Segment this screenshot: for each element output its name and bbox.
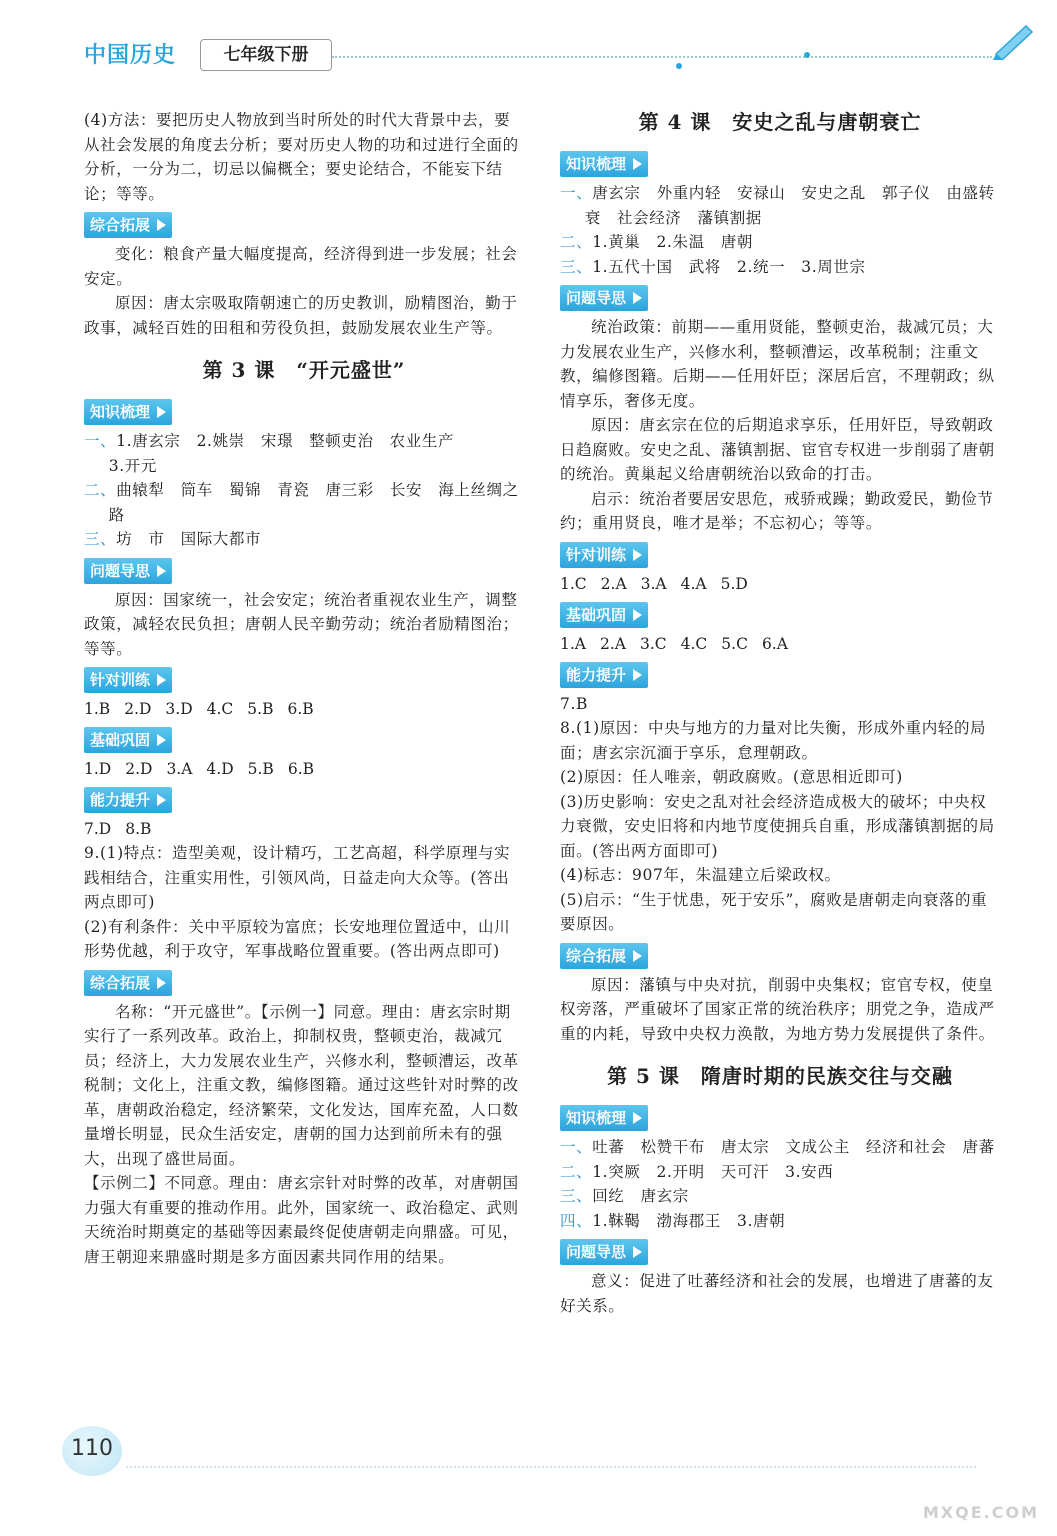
knowledge-item: 四、1.靺鞨 渤海郡王 3.唐朝 [560,1211,786,1230]
knowledge-item: 一、1.唐玄宗 2.姚崇 宋璟 整顿吏治 农业生产 [84,432,455,450]
ext-paragraph: 名称：“开元盛世”。【示例一】同意。理由：唐玄宗时期实行了一系列改革。政治上，抑制权贵，整顿吏治，裁减冗员；经济上，大力发展农业生产，兴修水利，整顿漕运，改革税制；文化上，注重文教，编修图籍。通过这些针对时弊的改革，唐朝政治稳定，经济繁荣，文化发达，国库充盈，人口数量增长明显，民众生活安定，唐朝的国力达到前所未有的强大，出现了盛世局面。 [84,1002,519,1168]
watermark: MXQE.COM [922,1503,1039,1522]
knowledge-item: 二、1.黄巢 2.朱温 唐朝 [560,233,753,251]
section-tag: 综合拓展 [84,970,172,996]
section-tag: 问题导思 [84,558,172,584]
section-tag: 知识梳理 [84,399,172,425]
answer-paragraph: (4)标志：907年，朱温建立后梁政权。 [560,866,841,884]
page-number-badge [62,1426,122,1476]
page-header [0,0,1057,80]
left-column [84,108,524,1269]
subject-title: 中国历史 [84,43,177,68]
answer-row: 1.A 2.A 3.C 4.C 5.C 6.A [560,634,788,653]
answer-paragraph: (5)启示：“生于忧患，死于安乐”，腐败是唐朝走向衰落的重要原因。 [560,890,988,933]
answer-paragraph: (3)历史影响：安史之乱对社会经济造成极大的破坏；中央权力衰微，安史旧将和内地节度使拥兵自重，形成藩镇割据的局面。(答出两方面即可) [560,792,995,860]
ext-paragraph: 变化：粮食产量大幅度提高，经济得到进一步发展；社会安定。 [84,245,518,288]
right-column [560,100,1000,1318]
ext-paragraph: 原因：藩镇与中央对抗，削弱中央集权；宦官专权，使皇权旁落，严重破坏了国家正常的统治秩序；朋党之争，造成严重的内耗，导致中央权力涣散，为地方势力发展提供了条件。 [560,975,995,1043]
section-tag: 针对训练 [560,542,648,568]
answer-paragraph: 7.B [560,694,588,713]
answer-row: 1.B 2.D 3.D 4.C 5.B 6.B [84,700,314,718]
section-tag: 综合拓展 [84,212,172,238]
knowledge-item: 三、坊 市 国际大都市 [84,530,262,548]
section-tag: 基础巩固 [84,727,172,753]
header-divider [332,56,992,58]
question-paragraph: 原因：唐玄宗在位的后期追求享乐，任用奸臣，导致朝政日趋腐败。安史之乱、藩镇割据、宦官专权进一步削弱了唐朝的统治。黄巢起义给唐朝统治以致命的打击。 [560,416,995,483]
intro-paragraph: (4)方法：要把历史人物放到当时所处的时代大背景中去，要从社会发展的角度去分析；要对历史人物的功和过进行全面的分析，一分为二，切忌以偏概全；要史论结合，不能妄下结论；等等。 [84,111,519,203]
knowledge-item: 二、1.突厥 2.开明 天可汗 3.安西 [560,1162,834,1181]
knowledge-item: 3.开元 [108,456,157,475]
answer-paragraph: 9.(1)特点：造型美观，设计精巧，工艺高超，科学原理与实践相结合，注重实用性，引领风尚，日益走向大众等。(答出两点即可) [84,844,511,911]
question-paragraph: 意义：促进了吐蕃经济和社会的发展，也增进了唐蕃的友好关系。 [560,1272,994,1315]
section-tag: 综合拓展 [560,943,648,969]
section-tag: 能力提升 [84,787,172,813]
answer-paragraph: (2)有利条件：关中平原较为富庶；长安地理位置适中，山川形势优越，利于攻守，军事战略位置重要。(答出两点即可) [84,917,511,960]
section-tag: 问题导思 [560,285,648,311]
knowledge-item: 一、唐玄宗 外重内轻 安禄山 安史之乱 郭子仪 由盛转衰 社会经济 藩镇割据 [560,184,995,227]
section-tag: 能力提升 [560,662,648,688]
footer-divider [126,1466,976,1468]
question-paragraph: 启示：统治者要居安思危，戒骄戒躁；勤政爱民，勤俭节约；重用贤良，唯才是举；不忘初心；等等。 [560,489,994,532]
section-tag: 问题导思 [560,1239,648,1265]
section-tag: 知识梳理 [560,151,648,177]
answer-paragraph: (2)原因：任人唯亲，朝政腐败。(意思相近即可) [560,768,903,786]
ext-paragraph: 【示例二】不同意。理由：唐玄宗针对时弊的改革，对唐朝国力强大有重要的推动作用。此外，国家统一、政治稳定、武则天统治时期奠定的基础等因素最终促使唐朝走向鼎盛。可见，唐王朝迎来鼎盛时期是多方面因素共同作用的结果。 [84,1174,519,1266]
knowledge-item: 三、1.五代十国 武将 2.统一 3.周世宗 [560,257,866,276]
lesson-title: 第 3 课 “开元盛世” [202,358,406,382]
section-tag: 针对训练 [84,667,172,693]
question-paragraph: 原因：国家统一，社会安定；统治者重视农业生产，调整政策，减轻农民负担；唐朝人民辛勤劳动；统治者励精图治；等等。 [84,590,519,658]
knowledge-item: 三、回纥 唐玄宗 [560,1187,689,1205]
decor-dot [804,52,810,58]
knowledge-item: 二、曲辕犁 筒车 蜀锦 青瓷 唐三彩 长安 海上丝绸之路 [84,481,519,524]
section-tag: 知识梳理 [560,1105,648,1131]
answer-row: 1.D 2.D 3.A 4.D 5.B 6.B [84,760,315,778]
answer-row: 1.C 2.A 3.A 4.A 5.D [560,574,748,593]
grade-label: 七年级下册 [200,39,332,71]
lesson-title: 第 4 课 安史之乱与唐朝衰亡 [638,110,922,134]
question-paragraph: 统治政策：前期——重用贤能，整顿吏治，裁减冗员；大力发展农业生产，兴修水利，整顿漕运，改革税制；注重文教，编修图籍。后期——任用奸臣；深居后宫，不理朝政；纵情享乐，奢侈无度。 [560,318,995,410]
answer-paragraph: 8.(1)原因：中央与地方的力量对比失衡，形成外重内轻的局面；唐玄宗沉湎于享乐，怠理朝政。 [560,719,987,762]
pencil-icon [990,20,1038,64]
knowledge-item: 一、吐蕃 松赞干布 唐太宗 文成公主 经济和社会 唐蕃 [560,1138,995,1156]
lesson-title: 第 5 课 隋唐时期的民族交往与交融 [607,1064,953,1088]
decor-dot [676,63,682,69]
ext-paragraph: 原因：唐太宗吸取隋朝速亡的历史教训，励精图治，勤于政事，减轻百姓的田租和劳役负担，鼓励发展农业生产等。 [84,294,518,337]
page-number: 110 [71,1436,113,1461]
answer-row: 7.D 8.B [84,820,152,838]
section-tag: 基础巩固 [560,602,648,628]
